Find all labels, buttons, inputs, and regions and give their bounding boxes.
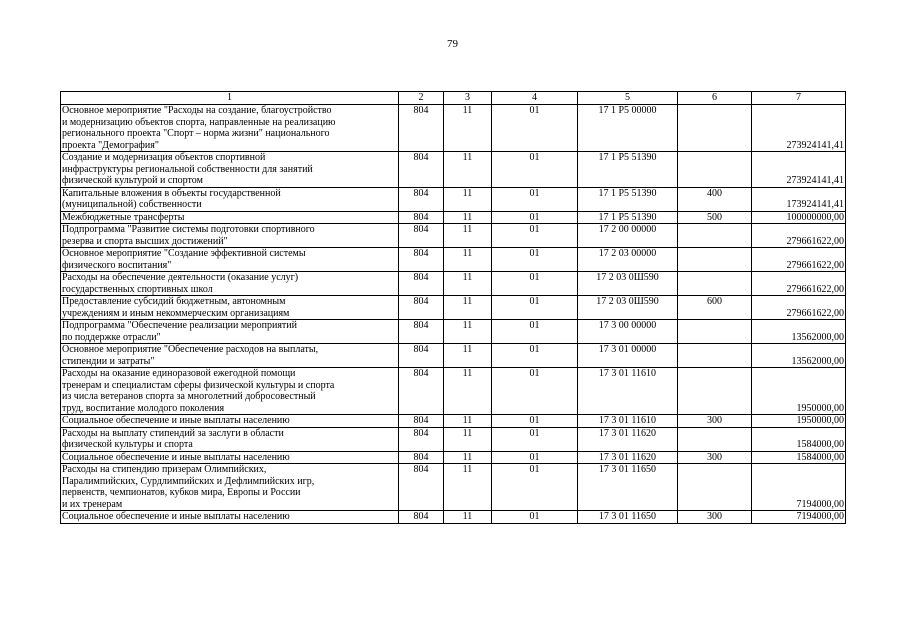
ministry-code: 804 (399, 272, 444, 296)
target-article-code: 17 1 P5 51390 (578, 152, 678, 188)
row-name: Расходы на оказание единоразовой ежегодной помощи тренерам и специалистам сферы физической культуры и спорта из числа ветеранов спорта за многолетний добросовестный труд, воспитание молодого поколения (61, 368, 399, 415)
amount: 273924141,41 (752, 152, 846, 188)
ministry-code: 804 (399, 415, 444, 428)
budget-table (60, 91, 846, 524)
section-code: 11 (444, 451, 492, 464)
target-article-code: 17 1 P5 51390 (578, 187, 678, 211)
target-article-code: 17 3 01 11650 (578, 511, 678, 524)
subsection-code: 01 (492, 248, 578, 272)
expense-type-code (678, 272, 752, 296)
ministry-code: 804 (399, 211, 444, 224)
subsection-code: 01 (492, 464, 578, 511)
table-row (61, 224, 846, 248)
ministry-code: 804 (399, 187, 444, 211)
amount: 7194000,00 (752, 464, 846, 511)
section-code: 11 (444, 248, 492, 272)
subsection-code: 01 (492, 451, 578, 464)
subsection-code: 01 (492, 415, 578, 428)
column-header: 4 (492, 92, 578, 105)
amount: 1584000,00 (752, 427, 846, 451)
target-article-code: 17 3 00 00000 (578, 320, 678, 344)
ministry-code: 804 (399, 464, 444, 511)
section-code: 11 (444, 296, 492, 320)
row-name: Подпрограмма "Развитие системы подготовки спортивного резерва и спорта высших достижений" (61, 224, 399, 248)
expense-type-code (678, 320, 752, 344)
section-code: 11 (444, 187, 492, 211)
expense-type-code: 600 (678, 296, 752, 320)
expense-type-code: 500 (678, 211, 752, 224)
amount: 273924141,41 (752, 105, 846, 152)
section-code: 11 (444, 211, 492, 224)
row-name: Социальное обеспечение и иные выплаты населению (61, 451, 399, 464)
section-code: 11 (444, 344, 492, 368)
row-name: Расходы на выплату стипендий за заслуги в области физической культуры и спорта (61, 427, 399, 451)
table-row (61, 152, 846, 188)
subsection-code: 01 (492, 272, 578, 296)
target-article-code: 17 3 01 00000 (578, 344, 678, 368)
table-row (61, 320, 846, 344)
section-code: 11 (444, 105, 492, 152)
ministry-code: 804 (399, 248, 444, 272)
ministry-code: 804 (399, 152, 444, 188)
ministry-code: 804 (399, 320, 444, 344)
column-header: 1 (61, 92, 399, 105)
expense-type-code (678, 368, 752, 415)
subsection-code: 01 (492, 344, 578, 368)
subsection-code: 01 (492, 224, 578, 248)
amount: 1950000,00 (752, 368, 846, 415)
section-code: 11 (444, 415, 492, 428)
ministry-code: 804 (399, 344, 444, 368)
section-code: 11 (444, 152, 492, 188)
column-header: 6 (678, 92, 752, 105)
amount: 100000000,00 (752, 211, 846, 224)
subsection-code: 01 (492, 320, 578, 344)
subsection-code: 01 (492, 152, 578, 188)
row-name: Предоставление субсидий бюджетным, автономным учреждениям и иным некоммерческим организациям (61, 296, 399, 320)
amount: 279661622,00 (752, 248, 846, 272)
section-code: 11 (444, 464, 492, 511)
row-name: Основное мероприятие "Создание эффективной системы физического воспитания" (61, 248, 399, 272)
table-row (61, 211, 846, 224)
row-name: Основное мероприятие "Расходы на создание, благоустройство и модернизацию объектов спорта, направленные на реализацию регионального проекта "Спорт – норма жизни" национального проекта "Демография" (61, 105, 399, 152)
subsection-code: 01 (492, 368, 578, 415)
expense-type-code (678, 344, 752, 368)
row-name: Расходы на обеспечение деятельности (оказание услуг) государственных спортивных школ (61, 272, 399, 296)
row-name: Создание и модернизация объектов спортивной инфраструктуры региональной собственности для занятий физической культурой и спортом (61, 152, 399, 188)
table-row (61, 451, 846, 464)
target-article-code: 17 2 00 00000 (578, 224, 678, 248)
row-name: Межбюджетные трансферты (61, 211, 399, 224)
table-row (61, 464, 846, 511)
amount: 279661622,00 (752, 272, 846, 296)
amount: 7194000,00 (752, 511, 846, 524)
target-article-code: 17 3 01 11620 (578, 427, 678, 451)
amount: 1584000,00 (752, 451, 846, 464)
subsection-code: 01 (492, 511, 578, 524)
subsection-code: 01 (492, 105, 578, 152)
section-code: 11 (444, 272, 492, 296)
target-article-code: 17 3 01 11610 (578, 415, 678, 428)
expense-type-code: 300 (678, 451, 752, 464)
column-header: 2 (399, 92, 444, 105)
ministry-code: 804 (399, 511, 444, 524)
table-row (61, 344, 846, 368)
table-row (61, 248, 846, 272)
target-article-code: 17 1 P5 00000 (578, 105, 678, 152)
ministry-code: 804 (399, 451, 444, 464)
section-code: 11 (444, 427, 492, 451)
row-name: Расходы на стипендию призерам Олимпийских, Паралимпийских, Сурдлимпийских и Дефлимпийских игр, первенств, чемпионатов, кубков мира, Европы и России и их тренерам (61, 464, 399, 511)
table-row (61, 105, 846, 152)
row-name: Основное мероприятие "Обеспечение расходов на выплаты, стипендии и затраты" (61, 344, 399, 368)
section-code: 11 (444, 320, 492, 344)
expense-type-code (678, 248, 752, 272)
ministry-code: 804 (399, 368, 444, 415)
expense-type-code (678, 105, 752, 152)
table-row (61, 272, 846, 296)
table-row (61, 296, 846, 320)
expense-type-code (678, 224, 752, 248)
table-row (61, 427, 846, 451)
section-code: 11 (444, 224, 492, 248)
amount: 279661622,00 (752, 224, 846, 248)
ministry-code: 804 (399, 427, 444, 451)
expense-type-code (678, 427, 752, 451)
ministry-code: 804 (399, 224, 444, 248)
amount: 13562000,00 (752, 344, 846, 368)
subsection-code: 01 (492, 187, 578, 211)
target-article-code: 17 2 03 0Ш590 (578, 272, 678, 296)
amount: 1950000,00 (752, 415, 846, 428)
target-article-code: 17 3 01 11610 (578, 368, 678, 415)
expense-type-code (678, 152, 752, 188)
column-header: 7 (752, 92, 846, 105)
subsection-code: 01 (492, 427, 578, 451)
expense-type-code: 300 (678, 511, 752, 524)
row-name: Подпрограмма "Обеспечение реализации мероприятий по поддержке отрасли" (61, 320, 399, 344)
table-row (61, 368, 846, 415)
header-row (61, 92, 846, 105)
row-name: Капитальные вложения в объекты государственной (муниципальной) собственности (61, 187, 399, 211)
table-row (61, 511, 846, 524)
row-name: Социальное обеспечение и иные выплаты населению (61, 415, 399, 428)
expense-type-code: 300 (678, 415, 752, 428)
column-header: 5 (578, 92, 678, 105)
section-code: 11 (444, 368, 492, 415)
amount: 13562000,00 (752, 320, 846, 344)
table-row (61, 187, 846, 211)
subsection-code: 01 (492, 296, 578, 320)
amount: 279661622,00 (752, 296, 846, 320)
section-code: 11 (444, 511, 492, 524)
target-article-code: 17 3 01 11650 (578, 464, 678, 511)
page-number: 79 (447, 38, 458, 50)
expense-type-code (678, 464, 752, 511)
target-article-code: 17 3 01 11620 (578, 451, 678, 464)
row-name: Социальное обеспечение и иные выплаты населению (61, 511, 399, 524)
ministry-code: 804 (399, 105, 444, 152)
subsection-code: 01 (492, 211, 578, 224)
target-article-code: 17 1 P5 51390 (578, 211, 678, 224)
target-article-code: 17 2 03 0Ш590 (578, 296, 678, 320)
amount: 173924141,41 (752, 187, 846, 211)
column-header: 3 (444, 92, 492, 105)
table-row (61, 415, 846, 428)
expense-type-code: 400 (678, 187, 752, 211)
ministry-code: 804 (399, 296, 444, 320)
target-article-code: 17 2 03 00000 (578, 248, 678, 272)
